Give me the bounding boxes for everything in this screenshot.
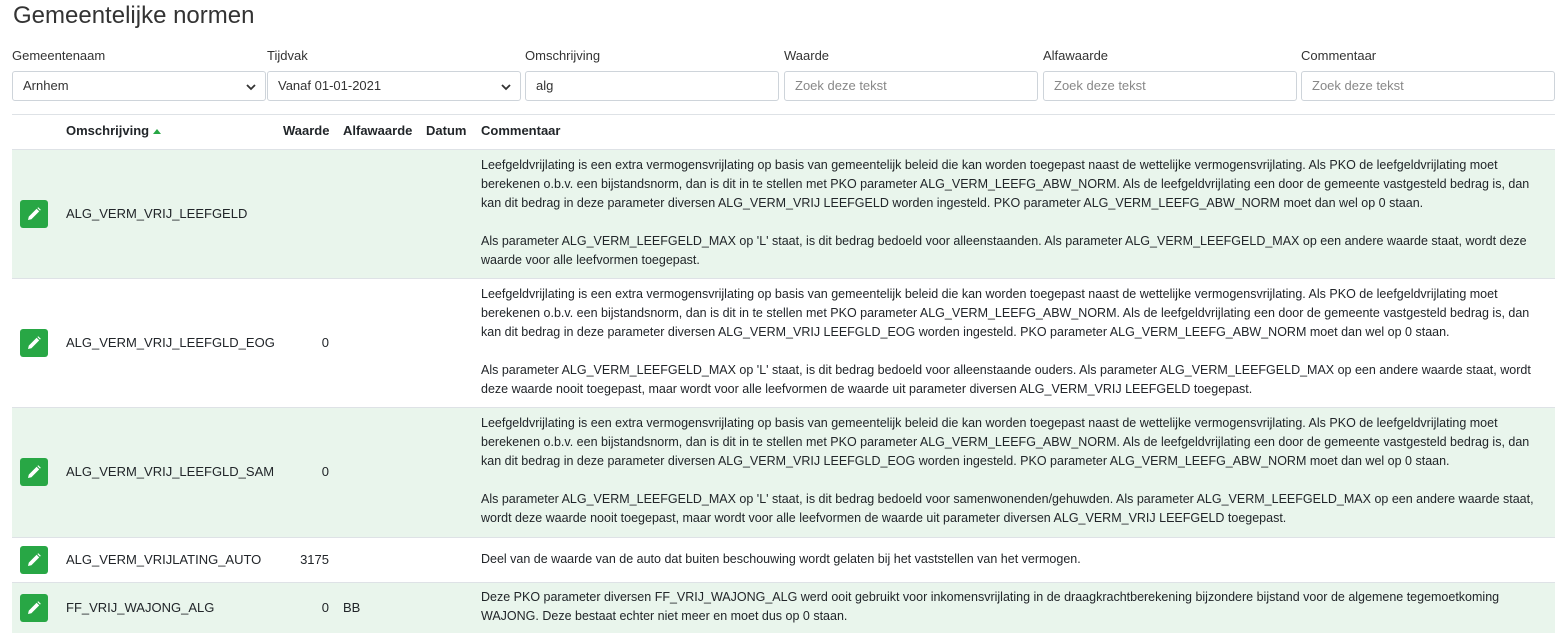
gemeentenaam-value: Arnhem xyxy=(23,78,69,93)
alfawaarde-placeholder: Zoek deze tekst xyxy=(1054,78,1146,93)
column-header-omschrijving-label: Omschrijving xyxy=(66,123,150,138)
edit-button[interactable] xyxy=(20,200,48,228)
filter-commentaar xyxy=(1301,47,1555,93)
cell-waarde: 0 xyxy=(321,600,329,615)
table-row xyxy=(12,279,1555,408)
pencil-icon xyxy=(27,336,41,350)
filter-label-waarde: Waarde xyxy=(784,48,830,63)
gemeentenaam-select[interactable] xyxy=(12,71,266,101)
filter-gemeentenaam xyxy=(12,47,266,93)
edit-button[interactable] xyxy=(20,458,48,486)
filter-label-tijdvak: Tijdvak xyxy=(267,48,308,63)
tijdvak-select[interactable] xyxy=(267,71,521,101)
cell-omschrijving: ALG_VERM_VRIJ_LEEFGELD xyxy=(66,206,248,221)
chevron-down-icon xyxy=(245,81,257,93)
filter-omschrijving xyxy=(525,47,779,93)
commentaar-input[interactable] xyxy=(1301,71,1555,101)
cell-commentaar xyxy=(481,550,1543,569)
table-row xyxy=(12,538,1555,583)
cell-commentaar xyxy=(481,588,1543,626)
cell-commentaar xyxy=(481,285,1543,399)
table-row xyxy=(12,150,1555,279)
pencil-icon xyxy=(27,465,41,479)
filter-waarde xyxy=(784,47,1038,93)
pencil-icon xyxy=(27,553,41,567)
comment-paragraph: Deze PKO parameter diversen FF_VRIJ_WAJONG_ALG werd ooit gebruikt voor inkomensvrijlating in de draagkrachtberekening bijzondere bijstand voor de algemene tegemoetkoming WAJONG. Deze bestaat echter niet meer en moet dus op 0 staan. xyxy=(481,590,1500,623)
filter-tijdvak xyxy=(267,47,521,93)
cell-waarde: 0 xyxy=(321,335,329,350)
edit-button[interactable] xyxy=(20,594,48,622)
filter-bar xyxy=(12,47,1555,101)
column-header-datum[interactable]: Datum xyxy=(426,123,467,138)
comment-paragraph: Leefgeldvrijlating is een extra vermogensvrijlating op basis van gemeentelijk beleid die kan worden toegepast naast de wettelijke vermogensvrijlating. Als PKO de leefgeldvrijlating moet berekenen o.b.v. een bijstandsnorm, dan is dit in te stellen met PKO parameter ALG_VERM_LEEFG_ABW_NORM. Als de leefgeldvrijlating een door de gemeente vastgesteld bedrag is, dan kan dit bedrag in deze parameter diversen ALG_VERM_VRIJ LEEFGELD worden ingesteld. PKO parameter ALG_VERM_LEEFG_ABW_NORM moet dan wel op 0 staan. xyxy=(481,158,1530,210)
pencil-icon xyxy=(27,207,41,221)
alfawaarde-input[interactable] xyxy=(1043,71,1297,101)
omschrijving-input-value: alg xyxy=(536,78,554,93)
column-header-alfawaarde[interactable]: Alfawaarde xyxy=(343,123,413,138)
comment-paragraph: Als parameter ALG_VERM_LEEFGELD_MAX op 'L' staat, is dit bedrag bedoeld voor samenwonenden/gehuwden. Als parameter ALG_VERM_LEEFGELD_MAX op een andere waarde staat, wordt deze waarde nooit toegepast, maar wordt voor alle leefvormen de waarde uit parameter diversen ALG_VERM_VRIJ LEEFGELD toegepast. xyxy=(481,492,1534,525)
comment-paragraph: Deel van de waarde van de auto dat buiten beschouwing wordt gelaten bij het vaststellen van het vermogen. xyxy=(481,552,1081,566)
table-row xyxy=(12,583,1555,633)
filter-label-commentaar: Commentaar xyxy=(1301,48,1377,63)
cell-waarde: 0 xyxy=(321,464,329,479)
cell-alfawaarde: BB xyxy=(343,600,361,615)
filter-label-alfawaarde: Alfawaarde xyxy=(1043,48,1109,63)
chevron-down-icon xyxy=(500,81,512,93)
pencil-icon xyxy=(27,601,41,615)
filter-label-omschrijving: Omschrijving xyxy=(525,48,601,63)
edit-button[interactable] xyxy=(20,546,48,574)
cell-omschrijving: ALG_VERM_VRIJ_LEEFGLD_EOG xyxy=(66,335,275,350)
filter-label-gemeentenaam: Gemeentenaam xyxy=(12,48,106,63)
waarde-placeholder: Zoek deze tekst xyxy=(795,78,887,93)
tijdvak-value: Vanaf 01-01-2021 xyxy=(278,78,382,93)
cell-omschrijving: ALG_VERM_VRIJ_LEEFGLD_SAM xyxy=(66,464,275,479)
table-header xyxy=(12,114,1555,150)
column-header-waarde[interactable]: Waarde xyxy=(283,123,330,138)
comment-paragraph: Als parameter ALG_VERM_LEEFGELD_MAX op 'L' staat, is dit bedrag bedoeld voor alleenstaanden. Als parameter ALG_VERM_LEEFGELD_MAX op een andere waarde staat, wordt deze waarde voor alle leefvormen toegepast. xyxy=(481,234,1527,267)
cell-commentaar xyxy=(481,156,1543,270)
omschrijving-input[interactable] xyxy=(525,71,779,101)
cell-commentaar xyxy=(481,414,1543,528)
cell-omschrijving: FF_VRIJ_WAJONG_ALG xyxy=(66,600,215,615)
comment-paragraph: Als parameter ALG_VERM_LEEFGELD_MAX op 'L' staat, is dit bedrag bedoeld voor alleenstaande ouders. Als parameter ALG_VERM_LEEFGELD_MAX op een andere waarde staat, wordt deze waarde nooit toegepast, maar wordt voor alle leefvormen de waarde uit parameter diversen ALG_VERM_VRIJ LEEFGELD toegepast. xyxy=(481,363,1531,396)
commentaar-placeholder: Zoek deze tekst xyxy=(1312,78,1404,93)
filter-alfawaarde xyxy=(1043,47,1297,93)
column-header-omschrijving[interactable] xyxy=(66,115,161,149)
cell-omschrijving: ALG_VERM_VRIJLATING_AUTO xyxy=(66,552,262,567)
edit-button[interactable] xyxy=(20,329,48,357)
column-header-commentaar[interactable]: Commentaar xyxy=(481,123,561,138)
comment-paragraph: Leefgeldvrijlating is een extra vermogensvrijlating op basis van gemeentelijk beleid die kan worden toegepast naast de wettelijke vermogensvrijlating. Als PKO de leefgeldvrijlating moet berekenen o.b.v. een bijstandsnorm, dan is dit in te stellen met PKO parameter ALG_VERM_LEEFG_ABW_NORM. Als de leefgeldvrijlating een door de gemeente vastgesteld bedrag is, dan kan dit bedrag in deze parameter diversen ALG_VERM_VRIJ LEEFGLD_EOG worden ingesteld. PKO parameter ALG_VERM_LEEFG_ABW_NORM moet dan wel op 0 staan. xyxy=(481,416,1530,468)
waarde-input[interactable] xyxy=(784,71,1038,101)
comment-paragraph: Leefgeldvrijlating is een extra vermogensvrijlating op basis van gemeentelijk beleid die kan worden toegepast naast de wettelijke vermogensvrijlating. Als PKO de leefgeldvrijlating moet berekenen o.b.v. een bijstandsnorm, dan is dit in te stellen met PKO parameter ALG_VERM_LEEFG_ABW_NORM. Als de leefgeldvrijlating een door de gemeente vastgesteld bedrag is, dan kan dit bedrag in deze parameter diversen ALG_VERM_VRIJ LEEFGLD_EOG worden ingesteld. PKO parameter ALG_VERM_LEEFG_ABW_NORM moet dan wel op 0 staan. xyxy=(481,287,1530,339)
sort-asc-icon xyxy=(153,129,161,134)
page-title: Gemeentelijke normen xyxy=(13,2,255,29)
cell-waarde: 3175 xyxy=(300,552,329,567)
table-row xyxy=(12,408,1555,538)
